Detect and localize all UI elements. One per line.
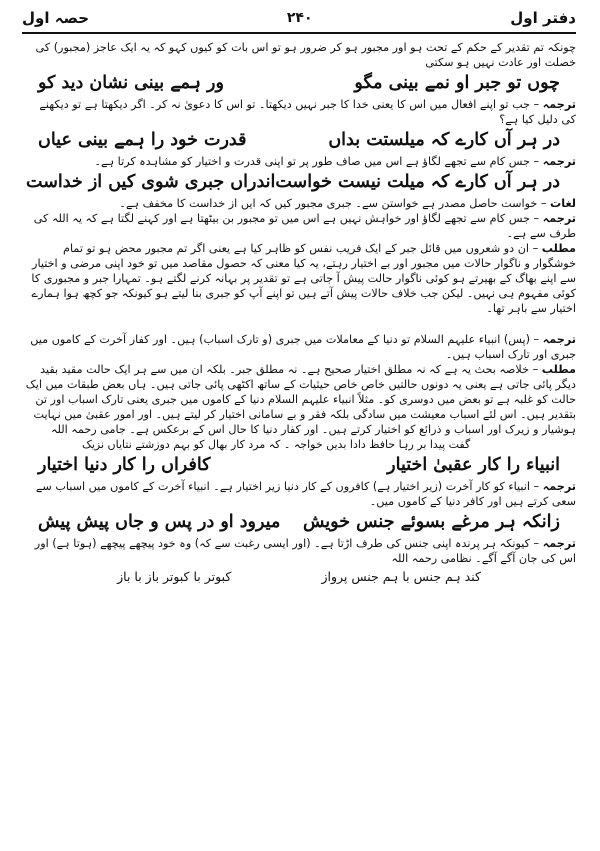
verse-5-first-hemistich: زانکہ ہر مرغے بسوئے جنس خویش xyxy=(302,512,560,532)
quoted-couplet: گفت پیدا بر رہا حافظ دادا بدیں خواجہ ۔ کہ مرد کار بھال کو بہم دوزشتے نتایاں نزیک xyxy=(82,438,471,451)
part-title: حصہ اول xyxy=(22,9,90,27)
translation-label: ترجمہ xyxy=(542,537,576,550)
translation-3: ترجمہ – جس کام سے تجھے لگاؤ اور خواہش نہیں ہے اس میں تو مجبور بن بیٹھتا ہے اور کہنے لگتا ہے کہ یہ اللہ کی طرف سے ہے۔ xyxy=(33,212,576,240)
verse-1-second-hemistich: ور ہمے بینی نشان دید کو xyxy=(38,73,224,93)
verse-5 xyxy=(22,509,576,536)
verse-1-first-hemistich: چوں تو جبر او نمے بینی مگو xyxy=(354,73,560,93)
verse-3 xyxy=(22,169,576,196)
translation-5: ترجمہ – انبیاء کو کار آخرت (زیر اختیار ہے) کافروں کے کار دنیا زیر اختیار ہے۔ انبیاء آخرت کے کاموں میں اسباب سے سعی کرتے ہیں اور کافر دنیا کے کاموں میں۔ xyxy=(35,480,576,508)
translation-text: جس کام سے تجھے لگاؤ اور خواہش نہیں ہے اس میں تو مجبور بن بیٹھتا ہے اور کہنے لگتا ہے کہ یہ اللہ کی طرف سے ہے۔ xyxy=(33,212,576,240)
verse-4-second-hemistich: کافراں را کار دنیا اختیار xyxy=(38,455,211,475)
translation-text: (پس) انبیاء علیہم السلام تو دنیا کے معاملات میں جبری (و تارک اسباب) ہیں۔ اور کفار آخرت کے کاموں میں جبری اور تارک اسباب ہیں۔ xyxy=(30,333,576,361)
translation-label: ترجمہ xyxy=(542,212,576,225)
vocabulary-label: لغات xyxy=(550,197,576,210)
verse-4 xyxy=(22,452,576,479)
vocabulary-note: لغات – خواست حاصل مصدر ہے خواستن سے۔ جبری مجبور کیں کہ ایں از خداست کا مخفف ہے۔ xyxy=(119,197,576,210)
commentary-text: ان دو شعروں میں قائل جبر کے ایک فریب نفس کو ظاہر کیا ہے یعنی اگر تم مجبور محض ہو تو تمام خوشگوار و ناگوار حالات میں مجبور اور بے اختیار رہتے، یہ کیا معنی کہ حصول مقاصد میں تو خود اپنی مرضی و اختیار سے اپنے بھاگ کے بھیرتے ہو کوئی ناگوار حالت پیش آ جاتی ہے تو تقدیر پر بہانہ کرنے لگتے ہو۔ تمہارا جبر و مجبوری کا کوئی مفہوم ہی نہیں۔ لیکن جب خلاف حالات پیش آتے ہیں تو اپنے آپ کو جبری بنا لیتے ہو کیونکہ جو کچھ ہوا ہمارے اختیار سے باہر تھا۔ xyxy=(31,242,576,315)
translation-label: ترجمہ xyxy=(542,480,576,493)
verse-4-first-hemistich: انبیاء را کار عقبیٰ اختیار xyxy=(387,455,560,475)
intro-paragraph: چونکہ تم تقدیر کے حکم کے تحت ہو اور مجبور ہو کر ضرور ہو تو اس بات کو کیوں کہو کہ یہ ایک عاجز (مجبور) کی خصلت اور عادت نہیں ہو سکتی xyxy=(35,41,576,69)
verse-1 xyxy=(22,70,576,97)
closing-verse xyxy=(22,569,576,584)
page-body xyxy=(22,40,576,584)
book-title: دفتر اول xyxy=(510,9,576,27)
header-rule xyxy=(22,32,576,34)
translation-1: ترجمہ – جب تو اپنے افعال میں اس کا یعنی خدا کا جبر نہیں دیکھتا۔ تو اس کا دعویٰ نہ کر۔ اگر دیکھتا ہے تو دیکھنے کی دلیل کیا ہے؟ xyxy=(39,98,576,126)
translation-label: ترجمہ xyxy=(542,333,576,346)
translation-text: کیونکہ ہر پرندہ اپنی جنس کی طرف اڑتا ہے۔ (اور ایسی رغبت سے کہ) وہ خود پیچھے پیچھے (ہوتا ہے) اور اس کی جان آگے آگے۔ نظامی رحمہ اللہ xyxy=(34,537,576,565)
translation-label: ترجمہ xyxy=(542,155,576,168)
translation-text: جب تو اپنے افعال میں اس کا یعنی خدا کا جبر نہیں دیکھتا۔ تو اس کا دعویٰ نہ کر۔ اگر دیکھتا ہے تو دیکھنے کی دلیل کیا ہے؟ xyxy=(39,98,576,126)
verse-3-second-hemistich: اندراں جبری شوی کیں از خداست xyxy=(26,172,276,192)
page-number: ۲۴۰ xyxy=(286,10,313,26)
verse-5-second-hemistich: میرود او در پس و جاں پیش پیش xyxy=(38,512,281,532)
translation-label: ترجمہ xyxy=(542,98,576,111)
commentary-1: مطلب – ان دو شعروں میں قائل جبر کے ایک فریب نفس کو ظاہر کیا ہے یعنی اگر تم مجبور محض ہو تو تمام خوشگوار و ناگوار حالات میں مجبور اور بے اختیار رہتے، یہ کیا معنی کہ حصول مقاصد میں تو خود اپنی مرضی و اختیار سے اپنے بھاگ کے بھیرتے ہو کوئی ناگوار حالت پیش آ جاتی ہے تو تقدیر پر بہانہ کرنے لگتے ہو۔ تمہارا جبر و مجبوری کا کوئی مفہوم ہی نہیں۔ لیکن جب خلاف حالات پیش آتے ہیں تو اپنے آپ کو جبری بنا لیتے ہو کیونکہ جو کچھ ہوا ہمارے اختیار سے باہر تھا۔ xyxy=(31,242,576,315)
verse-3-first-hemistich: در ہر آں کارے کہ میلت نیست خواست xyxy=(275,172,560,192)
translation-text: انبیاء کو کار آخرت (زیر اختیار ہے) کافروں کے کار دنیا زیر اختیار ہے۔ انبیاء آخرت کے کاموں میں اسباب سے سعی کرتے ہیں اور کافر دنیا کے کاموں میں۔ xyxy=(35,480,576,508)
commentary-2: مطلب – خلاصہ بحث یہ ہے کہ نہ مطلق اختیار صحیح ہے۔ نہ مطلق جبر۔ بلکہ ان میں سے ہر ایک حالت مقید بقید دیگر پائی جاتی ہے یعنی یہ دونوں حالتیں خاص خاص حیثیات کے ساتھ اکٹھی پائی جاتی ہیں۔ ہاں بعض طبقات میں ایک حالت کو غلبہ ہے تو بعض میں دوسری کو۔ مثلاً انبیاء علیہم السلام دنیا کے کاموں میں جبری یعنی تارک اسباب اور تن بتقدیر ہیں۔ اس لئے اسباب معیشت میں سادگی بلکہ فقر و بے سامانی اختیار کر لیتے ہیں۔ اور امور عقبیٰ میں نہایت ہوشیار و زیرک اور اسباب و ذرائع کو اختیار کرتے ہیں۔ اور کفار دنیا کا حال اس کے برعکس ہے۔ جامی رحمہ اللہ xyxy=(25,363,576,436)
section-gap xyxy=(22,316,576,332)
commentary-label: مطلب xyxy=(541,242,576,255)
translation-2: ترجمہ – جس کام سے تجھے لگاؤ ہے اس میں صاف طور پر تو اپنی قدرت و اختیار کو مشاہدہ کرتا ہے۔ xyxy=(94,155,576,168)
translation-text: جس کام سے تجھے لگاؤ ہے اس میں صاف طور پر تو اپنی قدرت و اختیار کو مشاہدہ کرتا ہے۔ xyxy=(94,155,530,168)
commentary-label: مطلب xyxy=(541,363,576,376)
page-header xyxy=(22,6,576,30)
verse-2 xyxy=(22,127,576,154)
translation-4: ترجمہ – (پس) انبیاء علیہم السلام تو دنیا کے معاملات میں جبری (و تارک اسباب) ہیں۔ اور کفار آخرت کے کاموں میں جبری اور تارک اسباب ہیں۔ xyxy=(30,333,576,361)
closing-verse-first-hemistich: کند ہم جنس با ہم جنس پرواز xyxy=(321,569,481,584)
vocabulary-text: خواست حاصل مصدر ہے خواستن سے۔ جبری مجبور کیں کہ ایں از خداست کا مخفف ہے۔ xyxy=(119,197,538,210)
verse-2-second-hemistich: قدرت خود را ہمے بینی عیاں xyxy=(38,130,247,150)
closing-verse-second-hemistich: کبوتر با کبوتر باز با باز xyxy=(117,569,232,584)
commentary-text: خلاصہ بحث یہ ہے کہ نہ مطلق اختیار صحیح ہے۔ نہ مطلق جبر۔ بلکہ ان میں سے ہر ایک حالت مقید بقید دیگر پائی جاتی ہے یعنی یہ دونوں حالتیں خاص خاص حیثیات کے ساتھ اکٹھی پائی جاتی ہیں۔ ہاں بعض طبقات میں ایک حالت کو غلبہ ہے تو بعض میں دوسری کو۔ مثلاً انبیاء علیہم السلام دنیا کے کاموں میں جبری یعنی تارک اسباب اور تن بتقدیر ہیں۔ اس لئے اسباب معیشت میں سادگی بلکہ فقر و بے سامانی اختیار کر لیتے ہیں۔ اور امور عقبیٰ میں نہایت ہوشیار و زیرک اور اسباب و ذرائع کو اختیار کرتے ہیں۔ اور کفار دنیا کا حال اس کے برعکس ہے۔ جامی رحمہ اللہ xyxy=(25,363,576,436)
verse-2-first-hemistich: در ہر آں کارے کہ میلستت بداں xyxy=(328,130,560,150)
translation-6: ترجمہ – کیونکہ ہر پرندہ اپنی جنس کی طرف اڑتا ہے۔ (اور ایسی رغبت سے کہ) وہ خود پیچھے پیچھے (ہوتا ہے) اور اس کی جان آگے آگے۔ نظامی رحمہ اللہ xyxy=(34,537,576,565)
